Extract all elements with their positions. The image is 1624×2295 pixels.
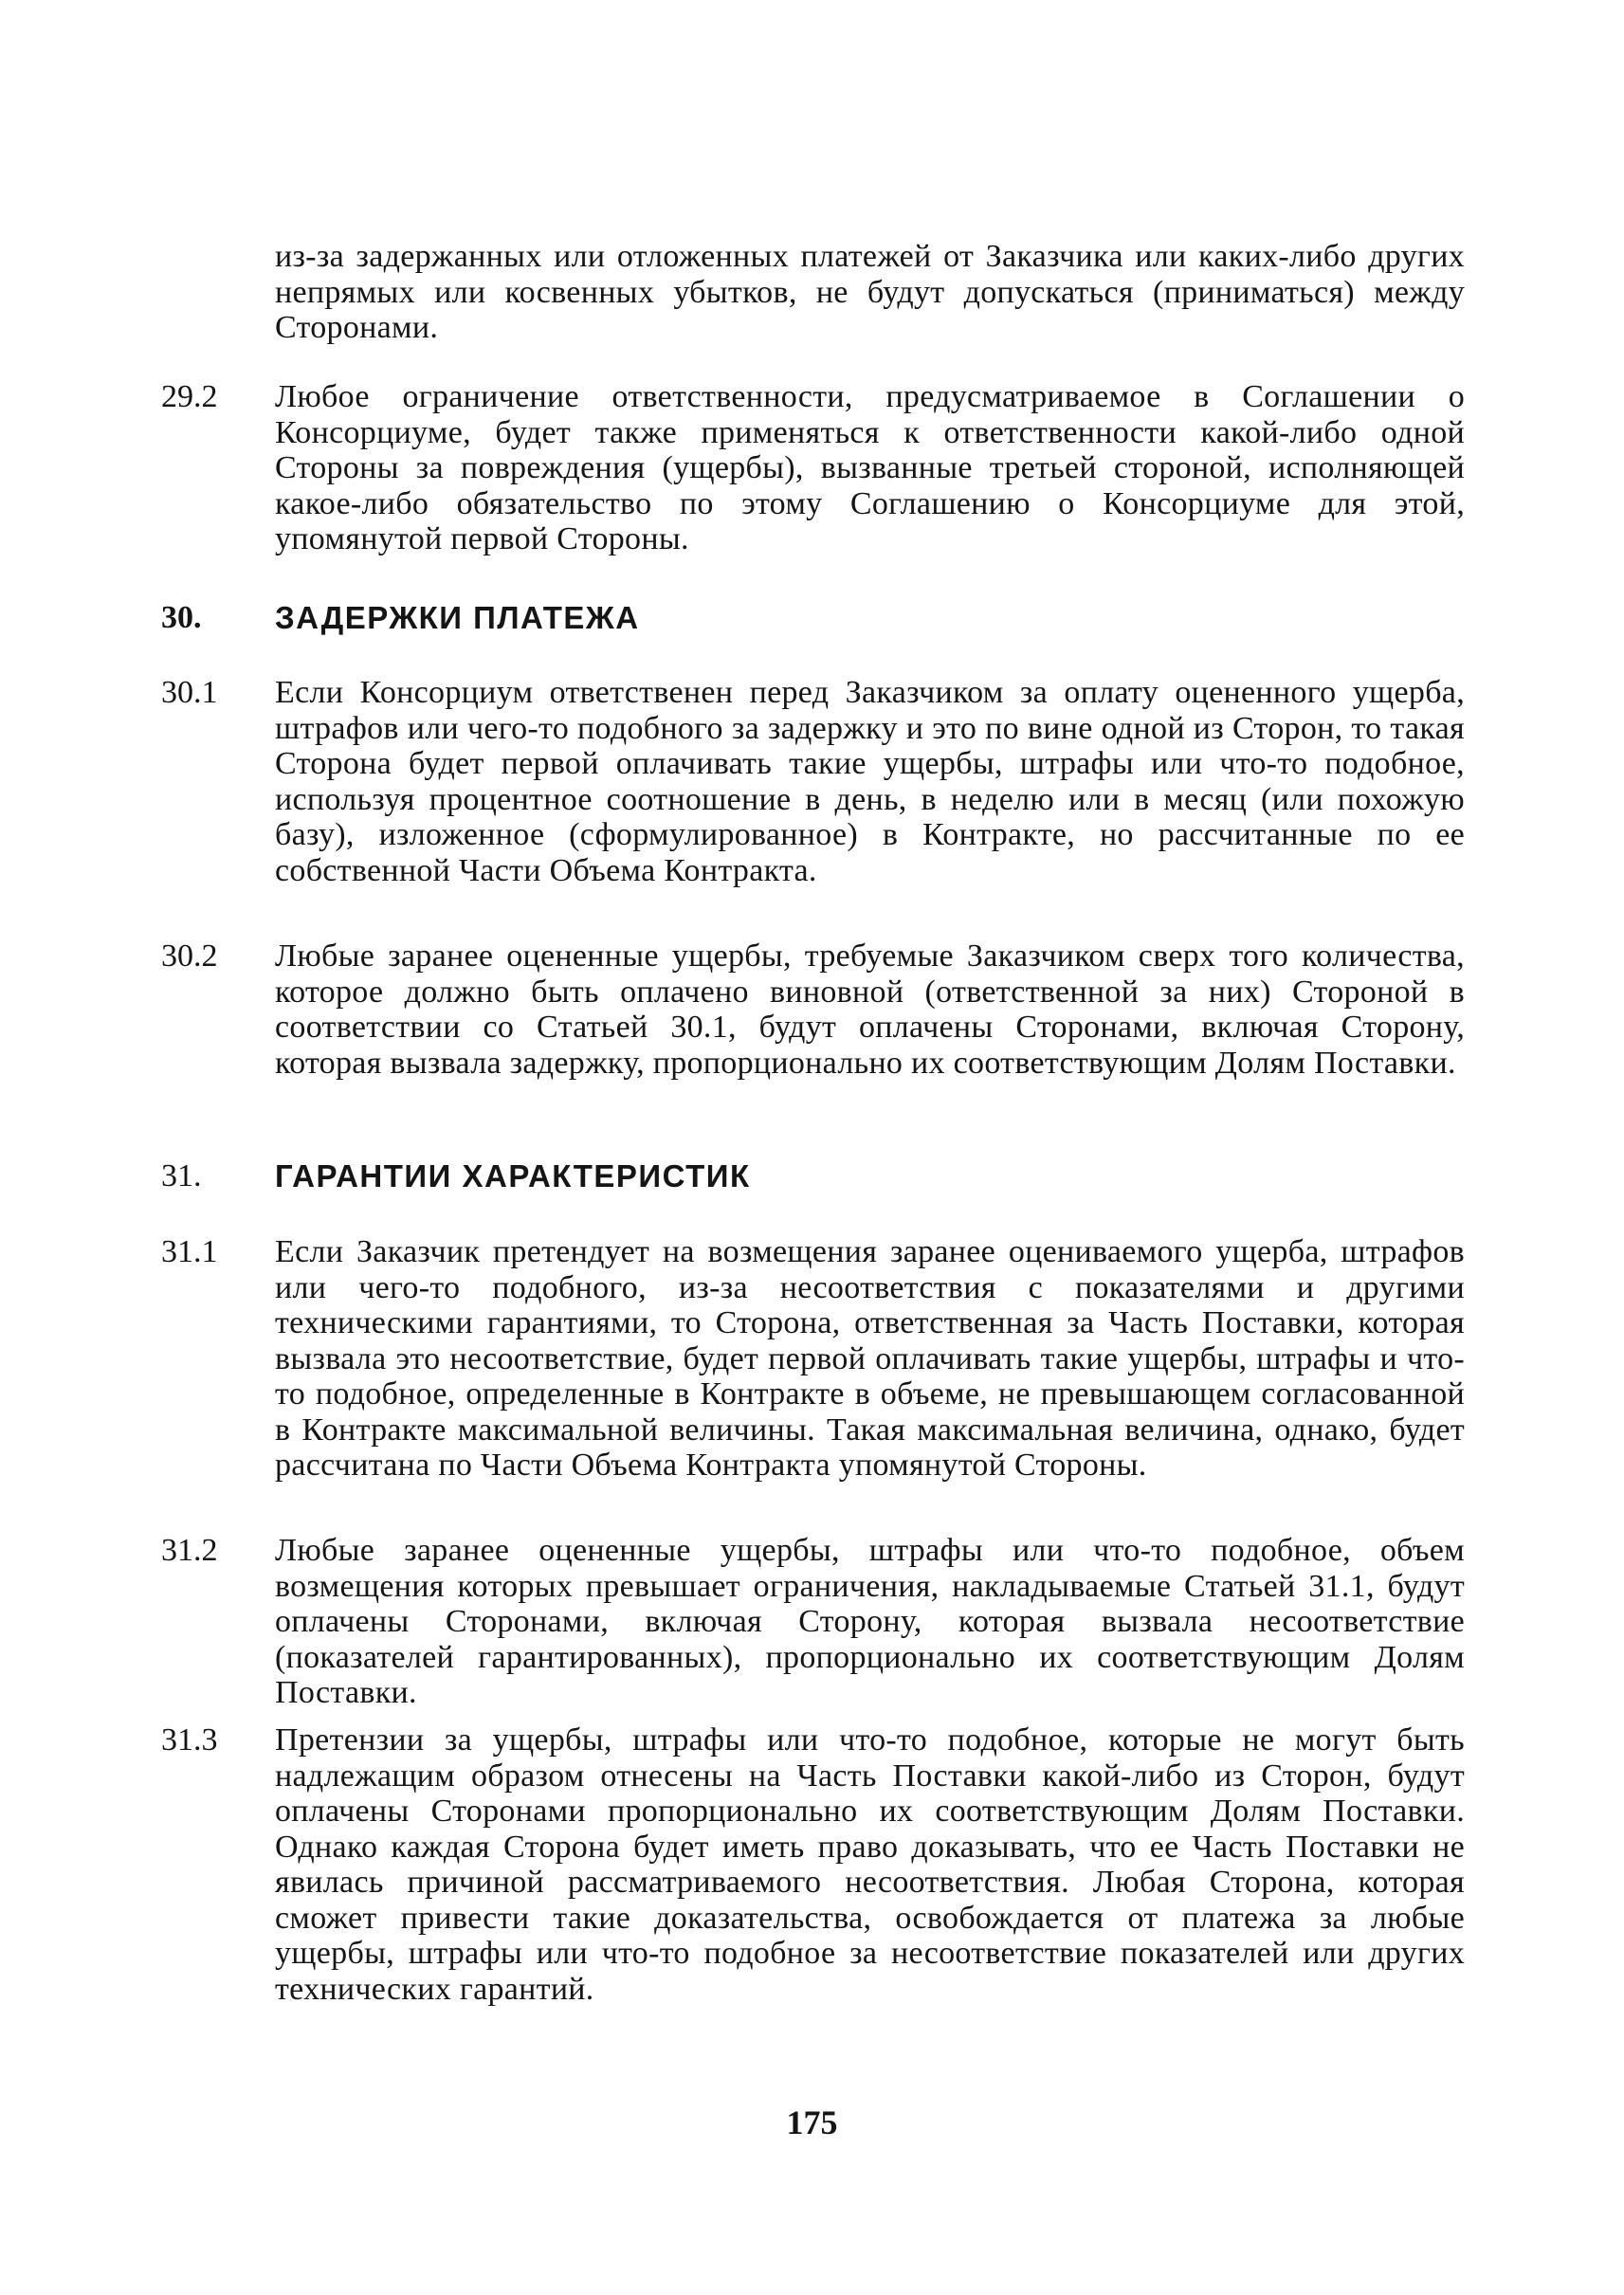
section-number: 31. xyxy=(161,1158,202,1193)
section-title: ГАРАНТИИ ХАРАКТЕРИСТИК xyxy=(275,1158,751,1193)
clause-number: 30.1 xyxy=(161,675,218,710)
clause-number: 30.2 xyxy=(161,938,218,974)
clause-text: Любое ограничение ответственности, предусматриваемое в Соглашении о Консорциуме, будет также применяться к ответственности какой-либо одной Стороны за повреждения (ущербы), вызванные третьей стороной, исполняющей какое-либо обязательство по этому Соглашению о Консорциуме для этой, упомянутой первой Стороны. xyxy=(275,379,1465,556)
clause-text: Претензии за ущербы, штрафы или что-то подобное, которые не могут быть надлежащим образом отнесены на Часть Поставки какой-либо из Сторон, будут оплачены Сторонами пропорционально их соответствующим Долям Поставки. Однако каждая Сторона будет иметь право доказывать, что ее Часть Поставки не явилась причиной рассматриваемого несоответствия. Любая Сторона, которая сможет привести такие доказательства, освобождается от платежа за любые ущербы, штрафы или что-то подобное за несоответствие показателей или других технических гарантий. xyxy=(275,1722,1465,2007)
section-number: 30. xyxy=(161,600,202,635)
clause-text: Если Консорциум ответственен перед Заказчиком за оплату оцененного ущерба, штрафов или чего-то подобного за задержку и это по вине одной из Сторон, то такая Сторона будет первой оплачивать такие ущербы, штрафы или что-то подобное, используя процентное соотношение в день, в неделю или в месяц (или похожую базу), изложенное (сформулированное) в Контракте, но рассчитанные по ее собственной Части Объема Контракта. xyxy=(275,675,1465,888)
clause-text: Любые заранее оцененные ущербы, штрафы или что-то подобное, объем возмещения которых превышает ограничения, накладываемые Статьей 31.1, будут оплачены Сторонами, включая Сторону, которая вызвала несоответствие (показателей гарантированных), пропорционально их соответствующим Долям Поставки. xyxy=(275,1533,1465,1710)
intro-paragraph: из-за задержанных или отложенных платежей от Заказчика или каких-либо других непрямых или косвенных убытков, не будут допускаться (приниматься) между Сторонами. xyxy=(275,239,1465,345)
section-title: ЗАДЕРЖКИ ПЛАТЕЖА xyxy=(275,600,640,635)
clause-number: 29.2 xyxy=(161,379,218,414)
clause-number: 31.1 xyxy=(161,1234,218,1269)
clause-text: Если Заказчик претендует на возмещения заранее оцениваемого ущерба, штрафов или чего-то подобного, из-за несоответствия с показателями и другими техническими гарантиями, то Сторона, ответственная за Часть Поставки, которая вызвала это несоответствие, будет первой оплачивать такие ущербы, штрафы и что-то подобное, определенные в Контракте в объеме, не превышающем согласованной в Контракте максимальной величины. Такая максимальная величина, однако, будет рассчитана по Части Объема Контракта упомянутой Стороны. xyxy=(275,1234,1465,1483)
page-number: 175 xyxy=(786,2104,838,2141)
clause-text: Любые заранее оцененные ущербы, требуемые Заказчиком сверх того количества, которое должно быть оплачено виновной (ответственной за них) Стороной в соответствии со Статьей 30.1, будут оплачены Сторонами, включая Сторону, которая вызвала задержку, пропорционально их соответствующим Долям Поставки. xyxy=(275,938,1465,1081)
clause-number: 31.2 xyxy=(161,1533,218,1568)
clause-number: 31.3 xyxy=(161,1722,218,1758)
